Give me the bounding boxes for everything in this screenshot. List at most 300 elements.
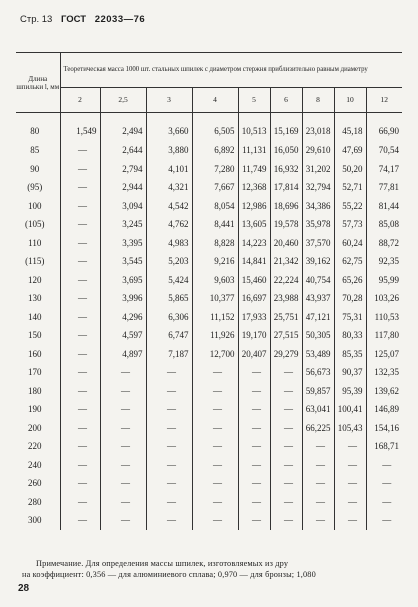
mass-cell: 70,54	[366, 141, 402, 160]
empty-value: —	[78, 478, 87, 489]
mass-cell: 95,39	[334, 382, 366, 401]
mass-cell: 20,407	[238, 345, 270, 364]
mass-cell	[192, 493, 238, 512]
mass-cell: 25,751	[270, 308, 302, 327]
mass-cell: 27,515	[270, 326, 302, 345]
empty-value: —	[348, 478, 357, 489]
note-line-1: Примечание. Для определения массы шпилек, изготовляемых из дру	[36, 559, 289, 568]
mass-cell: 2,794	[100, 160, 146, 179]
length-cell: 130	[28, 293, 42, 304]
mass-cell: 8,828	[192, 234, 238, 253]
mass-cell: 12,368	[238, 178, 270, 197]
mass-cell: 53,489	[302, 345, 334, 364]
table-body	[16, 113, 402, 530]
length-cell: 190	[28, 404, 42, 415]
table-row	[16, 326, 402, 345]
mass-cell	[146, 456, 192, 475]
mass-cell	[366, 493, 402, 512]
length-cell: 80	[30, 126, 40, 136]
mass-cell: 15,169	[270, 113, 302, 142]
mass-cell: 35,978	[302, 215, 334, 234]
mass-cell: 11,926	[192, 326, 238, 345]
mass-cell	[100, 474, 146, 493]
mass-cell: 4,897	[100, 345, 146, 364]
mass-cell	[270, 400, 302, 419]
mass-cell: 8,441	[192, 215, 238, 234]
mass-cell: 60,24	[334, 234, 366, 253]
mass-cell: 29,610	[302, 141, 334, 160]
mass-cell	[334, 437, 366, 456]
mass-cell: 2,494	[100, 113, 146, 142]
mass-cell	[146, 474, 192, 493]
empty-value: —	[121, 496, 130, 507]
mass-cell: 50,20	[334, 160, 366, 179]
empty-value: —	[382, 459, 392, 470]
empty-value: —	[284, 422, 293, 433]
empty-value: —	[78, 182, 87, 193]
table-row	[16, 363, 402, 382]
mass-cell: 59,857	[302, 382, 334, 401]
empty-value: —	[213, 496, 222, 507]
mass-cell	[270, 474, 302, 493]
mass-cell	[146, 437, 192, 456]
mass-cell: 110,53	[366, 308, 402, 327]
length-cell: 150	[28, 330, 42, 341]
mass-cell	[60, 456, 100, 475]
mass-cell	[100, 511, 146, 530]
table-row	[16, 271, 402, 290]
empty-value: —	[78, 237, 87, 248]
mass-table	[16, 52, 402, 530]
length-cell: 170	[28, 367, 42, 378]
mass-cell	[60, 493, 100, 512]
table-row	[16, 493, 402, 512]
mass-cell: 39,162	[302, 252, 334, 271]
empty-value: —	[78, 348, 87, 359]
mass-cell	[60, 326, 100, 345]
mass-cell	[60, 419, 100, 438]
mass-cell	[100, 456, 146, 475]
empty-value: —	[121, 422, 130, 433]
mass-cell: 16,697	[238, 289, 270, 308]
empty-value: —	[167, 404, 176, 415]
mass-cell	[192, 363, 238, 382]
empty-value: —	[284, 478, 293, 489]
mass-cell	[238, 419, 270, 438]
mass-cell: 11,131	[238, 141, 270, 160]
mass-cell: 14,841	[238, 252, 270, 271]
length-cell: (95)	[27, 182, 43, 193]
mass-cell: 15,460	[238, 271, 270, 290]
mass-cell: 2,644	[100, 141, 146, 160]
mass-cell	[334, 511, 366, 530]
mass-cell	[270, 511, 302, 530]
length-cell: 220	[28, 441, 42, 452]
mass-cell: 10,513	[238, 113, 270, 142]
empty-value: —	[382, 496, 392, 507]
empty-value: —	[121, 478, 130, 489]
mass-cell: 4,597	[100, 326, 146, 345]
empty-value: —	[284, 367, 293, 378]
mass-cell	[334, 493, 366, 512]
mass-cell	[60, 382, 100, 401]
empty-value: —	[121, 385, 130, 396]
standard-number: 22033—76	[94, 14, 146, 25]
empty-value: —	[284, 496, 293, 507]
mass-cell: 90,37	[334, 363, 366, 382]
mass-cell: 139,62	[366, 382, 402, 401]
empty-value: —	[121, 367, 130, 378]
mass-cell: 47,69	[334, 141, 366, 160]
empty-value: —	[78, 422, 87, 433]
table-row	[16, 400, 402, 419]
mass-cell	[100, 363, 146, 382]
mass-cell	[100, 437, 146, 456]
mass-cell	[60, 345, 100, 364]
page-header	[20, 14, 145, 25]
mass-cell: 1,549	[60, 113, 100, 142]
gost-label: ГОСТ	[60, 14, 87, 25]
mass-cell	[302, 437, 334, 456]
empty-value: —	[348, 496, 357, 507]
empty-value: —	[213, 404, 222, 415]
empty-value: —	[252, 367, 261, 378]
table-row	[16, 178, 402, 197]
mass-cell: 40,754	[302, 271, 334, 290]
mass-cell: 10,377	[192, 289, 238, 308]
mass-cell: 56,673	[302, 363, 334, 382]
mass-cell	[100, 493, 146, 512]
empty-value: —	[213, 515, 222, 526]
empty-value: —	[167, 459, 176, 470]
mass-cell	[60, 289, 100, 308]
page-number: 28	[18, 583, 30, 594]
table-row	[16, 345, 402, 364]
length-cell: 90	[30, 163, 40, 174]
mass-cell: 168,71	[366, 437, 402, 456]
mass-cell: 23,018	[302, 113, 334, 142]
empty-value: —	[213, 367, 222, 378]
table-row	[16, 511, 402, 530]
mass-cell	[146, 511, 192, 530]
table-row	[16, 197, 402, 216]
mass-cell	[366, 511, 402, 530]
table-row	[16, 437, 402, 456]
empty-value: —	[348, 441, 357, 452]
mass-cell: 77,81	[366, 178, 402, 197]
mass-cell: 92,35	[366, 252, 402, 271]
empty-value: —	[78, 459, 87, 470]
empty-value: —	[284, 404, 293, 415]
mass-cell: 4,321	[146, 178, 192, 197]
empty-value: —	[121, 459, 130, 470]
mass-cell: 66,90	[366, 113, 402, 142]
mass-cell	[60, 215, 100, 234]
length-cell: (115)	[25, 256, 45, 267]
length-cell: 120	[28, 274, 42, 285]
mass-cell: 12,986	[238, 197, 270, 216]
diameter-header: 10	[334, 88, 366, 113]
mass-cell: 14,223	[238, 234, 270, 253]
mass-cell: 57,73	[334, 215, 366, 234]
mass-cell: 5,865	[146, 289, 192, 308]
empty-value: —	[78, 515, 87, 526]
mass-cell: 6,747	[146, 326, 192, 345]
empty-value: —	[78, 219, 87, 230]
mass-cell: 20,460	[270, 234, 302, 253]
mass-cell	[302, 474, 334, 493]
table-row	[16, 141, 402, 160]
page-label: Стр. 13	[20, 14, 53, 25]
diameter-header: 4	[192, 88, 238, 113]
empty-value: —	[121, 404, 130, 415]
mass-cell: 5,424	[146, 271, 192, 290]
diameter-header: 6	[270, 88, 302, 113]
mass-cell	[238, 400, 270, 419]
table-row	[16, 252, 402, 271]
empty-value: —	[252, 441, 261, 452]
empty-value: —	[316, 478, 325, 489]
length-cell: 85	[30, 145, 40, 156]
length-cell: 260	[28, 478, 42, 489]
mass-cell: 45,18	[334, 113, 366, 142]
mass-cell: 3,094	[100, 197, 146, 216]
mass-cell: 63,041	[302, 400, 334, 419]
mass-cell	[334, 474, 366, 493]
mass-cell: 3,545	[100, 252, 146, 271]
mass-cell: 29,279	[270, 345, 302, 364]
mass-cell: 81,44	[366, 197, 402, 216]
length-cell: (105)	[25, 219, 45, 230]
mass-cell: 117,80	[366, 326, 402, 345]
mass-cell: 125,07	[366, 345, 402, 364]
mass-cell	[100, 419, 146, 438]
mass-cell	[146, 363, 192, 382]
mass-cell	[192, 474, 238, 493]
mass-cell: 75,31	[334, 308, 366, 327]
mass-cell	[60, 252, 100, 271]
empty-value: —	[78, 385, 87, 396]
empty-value: —	[252, 422, 261, 433]
mass-cell: 103,26	[366, 289, 402, 308]
empty-value: —	[167, 385, 176, 396]
mass-cell: 22,224	[270, 271, 302, 290]
mass-cell: 17,933	[238, 308, 270, 327]
empty-value: —	[252, 404, 261, 415]
mass-cell: 132,35	[366, 363, 402, 382]
mass-cell	[238, 511, 270, 530]
mass-cell	[366, 456, 402, 475]
mass-cell	[302, 456, 334, 475]
empty-value: —	[78, 200, 87, 211]
empty-value: —	[78, 145, 87, 156]
table-row	[16, 113, 402, 142]
table-row	[16, 474, 402, 493]
mass-cell: 55,22	[334, 197, 366, 216]
mass-cell: 34,386	[302, 197, 334, 216]
empty-value: —	[284, 515, 293, 526]
empty-value: —	[167, 441, 176, 452]
mass-cell: 85,08	[366, 215, 402, 234]
mass-cell: 3,395	[100, 234, 146, 253]
mass-cell	[270, 419, 302, 438]
empty-value: —	[167, 422, 176, 433]
empty-value: —	[167, 515, 176, 526]
mass-cell: 4,983	[146, 234, 192, 253]
empty-value: —	[316, 515, 325, 526]
mass-cell	[146, 419, 192, 438]
mass-cell: 31,202	[302, 160, 334, 179]
footnote	[22, 558, 402, 580]
mass-cell	[60, 308, 100, 327]
empty-value: —	[78, 441, 87, 452]
mass-cell: 37,570	[302, 234, 334, 253]
mass-cell: 52,71	[334, 178, 366, 197]
mass-cell	[192, 456, 238, 475]
table-row	[16, 308, 402, 327]
empty-value: —	[316, 459, 325, 470]
mass-cell	[334, 456, 366, 475]
length-header: Длина шпильки l, мм	[16, 53, 60, 113]
mass-cell	[270, 363, 302, 382]
mass-cell	[192, 400, 238, 419]
empty-value: —	[284, 385, 293, 396]
empty-value: —	[213, 478, 222, 489]
length-cell: 200	[28, 422, 42, 433]
mass-cell	[192, 511, 238, 530]
empty-value: —	[382, 478, 392, 489]
mass-cell	[270, 437, 302, 456]
mass-cell	[238, 382, 270, 401]
diameter-header: 5	[238, 88, 270, 113]
mass-cell	[192, 419, 238, 438]
mass-cell: 19,578	[270, 215, 302, 234]
length-cell: 140	[28, 311, 42, 322]
empty-value: —	[167, 496, 176, 507]
table-row	[16, 456, 402, 475]
mass-cell	[100, 382, 146, 401]
mass-cell: 2,944	[100, 178, 146, 197]
mass-cell	[60, 400, 100, 419]
mass-cell	[60, 363, 100, 382]
mass-cell: 66,225	[302, 419, 334, 438]
mass-cell: 16,932	[270, 160, 302, 179]
empty-value: —	[284, 441, 293, 452]
empty-value: —	[78, 311, 87, 322]
empty-value: —	[348, 459, 357, 470]
mass-cell: 65,26	[334, 271, 366, 290]
empty-value: —	[78, 404, 87, 415]
mass-cell	[238, 437, 270, 456]
mass-cell: 11,749	[238, 160, 270, 179]
diameter-header: 12	[366, 88, 402, 113]
length-cell: 160	[28, 348, 42, 359]
mass-cell: 4,296	[100, 308, 146, 327]
mass-cell: 80,33	[334, 326, 366, 345]
mass-cell: 85,35	[334, 345, 366, 364]
diameter-header: 8	[302, 88, 334, 113]
mass-cell: 13,605	[238, 215, 270, 234]
mass-cell: 6,306	[146, 308, 192, 327]
mass-cell: 18,696	[270, 197, 302, 216]
mass-cell: 12,700	[192, 345, 238, 364]
empty-value: —	[78, 293, 87, 304]
diameter-header: 3	[146, 88, 192, 113]
empty-value: —	[121, 515, 130, 526]
mass-cell: 105,43	[334, 419, 366, 438]
empty-value: —	[121, 441, 130, 452]
mass-cell: 5,203	[146, 252, 192, 271]
empty-value: —	[167, 367, 176, 378]
table-row	[16, 234, 402, 253]
empty-value: —	[78, 274, 87, 285]
mass-cell: 17,814	[270, 178, 302, 197]
mass-cell: 6,505	[192, 113, 238, 142]
mass-cell: 9,603	[192, 271, 238, 290]
length-cell: 180	[28, 385, 42, 396]
empty-value: —	[316, 496, 325, 507]
empty-value: —	[252, 515, 261, 526]
empty-value: —	[78, 496, 87, 507]
mass-cell: 3,996	[100, 289, 146, 308]
mass-cell: 19,170	[238, 326, 270, 345]
mass-cell: 146,89	[366, 400, 402, 419]
diameter-header-row	[16, 88, 402, 113]
mass-cell: 74,17	[366, 160, 402, 179]
table-caption: Теоретическая масса 1000 шт. стальных шпилек с диаметром стержня приблизительно равным диаметру	[60, 53, 402, 88]
mass-cell	[60, 511, 100, 530]
empty-value: —	[284, 459, 293, 470]
mass-cell	[146, 382, 192, 401]
table-row	[16, 160, 402, 179]
mass-cell	[302, 511, 334, 530]
mass-cell	[238, 474, 270, 493]
table-row	[16, 419, 402, 438]
mass-cell	[60, 474, 100, 493]
mass-cell	[146, 400, 192, 419]
mass-cell	[60, 160, 100, 179]
mass-cell: 3,245	[100, 215, 146, 234]
mass-cell	[238, 363, 270, 382]
mass-cell: 7,667	[192, 178, 238, 197]
mass-cell: 4,101	[146, 160, 192, 179]
mass-cell: 4,762	[146, 215, 192, 234]
mass-cell	[302, 493, 334, 512]
mass-cell	[270, 493, 302, 512]
empty-value: —	[78, 256, 87, 267]
mass-cell	[238, 493, 270, 512]
mass-cell	[60, 437, 100, 456]
mass-cell	[60, 197, 100, 216]
mass-cell: 88,72	[366, 234, 402, 253]
mass-cell: 100,41	[334, 400, 366, 419]
empty-value: —	[252, 385, 261, 396]
length-cell: 100	[28, 200, 42, 211]
mass-cell: 50,305	[302, 326, 334, 345]
table-row	[16, 289, 402, 308]
length-cell: 300	[28, 515, 42, 526]
mass-cell: 23,988	[270, 289, 302, 308]
empty-value: —	[78, 163, 87, 174]
mass-cell: 43,937	[302, 289, 334, 308]
mass-cell	[146, 493, 192, 512]
empty-value: —	[213, 385, 222, 396]
mass-cell: 3,695	[100, 271, 146, 290]
empty-value: —	[252, 459, 261, 470]
mass-cell: 95,99	[366, 271, 402, 290]
empty-value: —	[167, 478, 176, 489]
mass-cell	[60, 271, 100, 290]
